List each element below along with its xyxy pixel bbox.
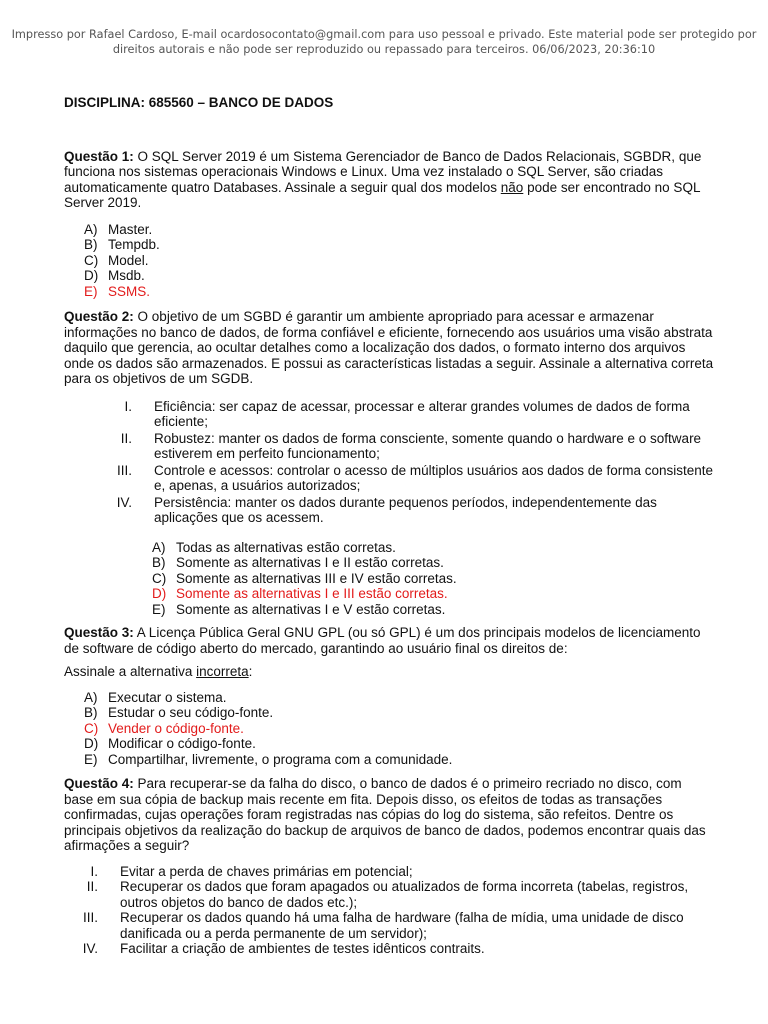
statement-text: Controle e acessos: controlar o acesso de múltiplos usuários aos dados de forma consistente e, apenas, a usuários autorizados; bbox=[154, 462, 714, 493]
question-4-statements bbox=[64, 864, 714, 957]
question-3-options bbox=[84, 690, 714, 768]
statement-text: Facilitar a criação de ambientes de testes idênticos contraits. bbox=[120, 941, 485, 956]
option-text: Executar o sistema. bbox=[108, 689, 227, 705]
option[interactable] bbox=[152, 540, 714, 556]
option-text: Todas as alternativas estão corretas. bbox=[176, 539, 396, 555]
option-letter: A) bbox=[84, 689, 98, 705]
statement bbox=[64, 910, 714, 941]
option[interactable] bbox=[84, 690, 714, 706]
option-text: Modificar o código-fonte. bbox=[108, 736, 256, 751]
question-2-text: O objetivo de um SGBD é garantir um ambiente apropriado para acessar e armazenar informações no banco de dados, de forma confiável e eficiente, fornecendo aos usuários uma visão abstrata daquilo que gerencia, ao ocultar detalhes como a localização dos dados, o formato interno dos arquivos onde os dados são armazenados. E possui as características listadas a seguir. Assinale a alternativa correta para os objetivos de um SGDB. bbox=[64, 309, 714, 386]
statement-number: I. bbox=[124, 398, 132, 414]
statement bbox=[64, 463, 714, 494]
statement bbox=[64, 864, 714, 880]
question-2-statements bbox=[64, 399, 714, 526]
question-3-stem bbox=[64, 625, 714, 656]
question-1-label: Questão 1: bbox=[64, 148, 134, 164]
option[interactable] bbox=[84, 237, 714, 253]
question-1-underlined: não bbox=[500, 179, 524, 195]
option-letter: D) bbox=[84, 736, 99, 751]
statement-text: Robustez: manter os dados de forma consciente, somente quando o hardware e o software estiverem em perfeito funcionamento; bbox=[154, 430, 702, 461]
statement bbox=[64, 399, 714, 430]
option-text: Compartilhar, livremente, o programa com a comunidade. bbox=[108, 751, 453, 767]
option[interactable] bbox=[152, 555, 714, 571]
discipline-heading: DISCIPLINA: 685560 – BANCO DE DADOS bbox=[64, 95, 334, 110]
question-1-options bbox=[84, 222, 714, 300]
option-letter: E) bbox=[152, 601, 166, 617]
statement-text: Recuperar os dados quando há uma falha de hardware (falha de mídia, uma unidade de disco danificada ou a perda permanente de um servidor); bbox=[120, 910, 684, 941]
option-text: SSMS. bbox=[108, 283, 151, 299]
question-2 bbox=[64, 309, 714, 617]
option-text: Somente as alternativas III e IV estão corretas. bbox=[176, 570, 457, 586]
question-4-label: Questão 4: bbox=[64, 776, 134, 791]
statement-text: Evitar a perda de chaves primárias em potencial; bbox=[120, 863, 413, 879]
option-letter: E) bbox=[84, 751, 98, 767]
question-1 bbox=[64, 149, 714, 300]
question-3-prompt-end: : bbox=[248, 664, 253, 679]
option-text: Master. bbox=[108, 221, 153, 237]
option-text: Msdb. bbox=[108, 268, 145, 283]
question-2-options bbox=[152, 540, 714, 618]
option-text: Somente as alternativas I e II estão corretas. bbox=[176, 555, 444, 570]
print-watermark: Impresso por Rafael Cardoso, E-mail ocardosocontato@gmail.com para uso pessoal e privado. Este material pode ser protegido por direitos autorais e não pode ser reproduzido ou repassado para terceiros. 06/06/2023, 20:36:10 bbox=[11, 28, 757, 56]
option-letter: D) bbox=[84, 268, 99, 283]
option[interactable] bbox=[152, 571, 714, 587]
question-3-prompt-text: Assinale a alternativa bbox=[64, 664, 193, 679]
option-text: Somente as alternativas I e V estão corretas. bbox=[176, 601, 446, 617]
option-letter: B) bbox=[84, 705, 98, 720]
question-4 bbox=[64, 776, 714, 957]
question-4-text: Para recuperar-se da falha do disco, o banco de dados é o primeiro recriado no disco, com base em sua cópia de backup mais recente em fita. Depois disso, os efeitos de todas as transações confirmadas, cujas operações foram registradas nas cópias do log do sistema, são refeitos. Dentre os principais objetivos da realização do backup de arquivos de banco de dados, podemos encontrar quais das afirmações a seguir? bbox=[64, 776, 706, 853]
option-text: Vender o código-fonte. bbox=[108, 720, 244, 736]
option-text: Somente as alternativas I e III estão corretas. bbox=[176, 586, 448, 601]
statement-number: II. bbox=[120, 430, 132, 446]
statement bbox=[64, 941, 714, 957]
question-3 bbox=[64, 625, 714, 767]
option-letter: A) bbox=[152, 539, 166, 555]
option-letter: B) bbox=[152, 555, 166, 570]
option[interactable] bbox=[84, 752, 714, 768]
option-text: Model. bbox=[108, 252, 149, 268]
option-letter: A) bbox=[84, 221, 98, 237]
statement-text: Recuperar os dados que foram apagados ou atualizados de forma incorreta (tabelas, registros, outros objetos do banco de dados etc.); bbox=[120, 879, 689, 910]
option[interactable] bbox=[152, 602, 714, 618]
statement-number: II. bbox=[86, 879, 98, 894]
statement-number: IV. bbox=[116, 494, 132, 510]
option-correct-answer[interactable] bbox=[84, 284, 714, 300]
question-3-underlined: incorreta bbox=[196, 664, 249, 679]
statement bbox=[64, 879, 714, 910]
question-2-label: Questão 2: bbox=[64, 309, 134, 324]
statement-number: III. bbox=[116, 462, 132, 478]
option-letter: D) bbox=[152, 586, 167, 601]
option-text: Estudar o seu código-fonte. bbox=[108, 705, 274, 720]
statement-text: Persistência: manter os dados durante pequenos períodos, independentemente das aplicações que os acessem. bbox=[154, 494, 657, 525]
statement-number: I. bbox=[90, 863, 98, 879]
option-letter: C) bbox=[84, 720, 99, 736]
statement bbox=[64, 431, 714, 462]
option[interactable] bbox=[84, 253, 714, 269]
question-3-text: A Licença Pública Geral GNU GPL (ou só GPL) é um dos principais modelos de licenciamento de software de código aberto do mercado, garantindo ao usuário final os direitos de: bbox=[64, 625, 701, 656]
question-1-text-end: pode ser encontrado no SQL Server 2019. bbox=[64, 179, 700, 210]
question-2-stem bbox=[64, 309, 714, 387]
option-letter: B) bbox=[84, 237, 98, 252]
option-correct-answer[interactable] bbox=[84, 721, 714, 737]
document-body bbox=[64, 95, 714, 957]
statement bbox=[64, 495, 714, 526]
option[interactable] bbox=[84, 705, 714, 721]
statement-text: Eficiência: ser capaz de acessar, processar e alterar grandes volumes de dados de forma eficiente; bbox=[154, 398, 690, 429]
option-letter: E) bbox=[84, 283, 98, 299]
option[interactable] bbox=[84, 222, 714, 238]
question-3-label: Questão 3: bbox=[64, 625, 134, 640]
option-letter: C) bbox=[84, 252, 99, 268]
option[interactable] bbox=[84, 736, 714, 752]
statement-number: III. bbox=[82, 910, 98, 925]
question-1-text: O SQL Server 2019 é um Sistema Gerenciador de Banco de Dados Relacionais, SGBDR, que funciona nos sistemas operacionais Windows e Linux. Uma vez instalado o SQL Server, são criadas automaticamente quatro Databases. Assinale a seguir qual dos modelos bbox=[64, 148, 702, 195]
statement-number: IV. bbox=[82, 941, 98, 956]
option-text: Tempdb. bbox=[108, 237, 160, 252]
option-correct-answer[interactable] bbox=[152, 586, 714, 602]
option-letter: C) bbox=[152, 570, 167, 586]
question-4-stem bbox=[64, 776, 714, 854]
option[interactable] bbox=[84, 268, 714, 284]
question-1-stem bbox=[64, 149, 714, 211]
question-3-prompt bbox=[64, 664, 714, 680]
